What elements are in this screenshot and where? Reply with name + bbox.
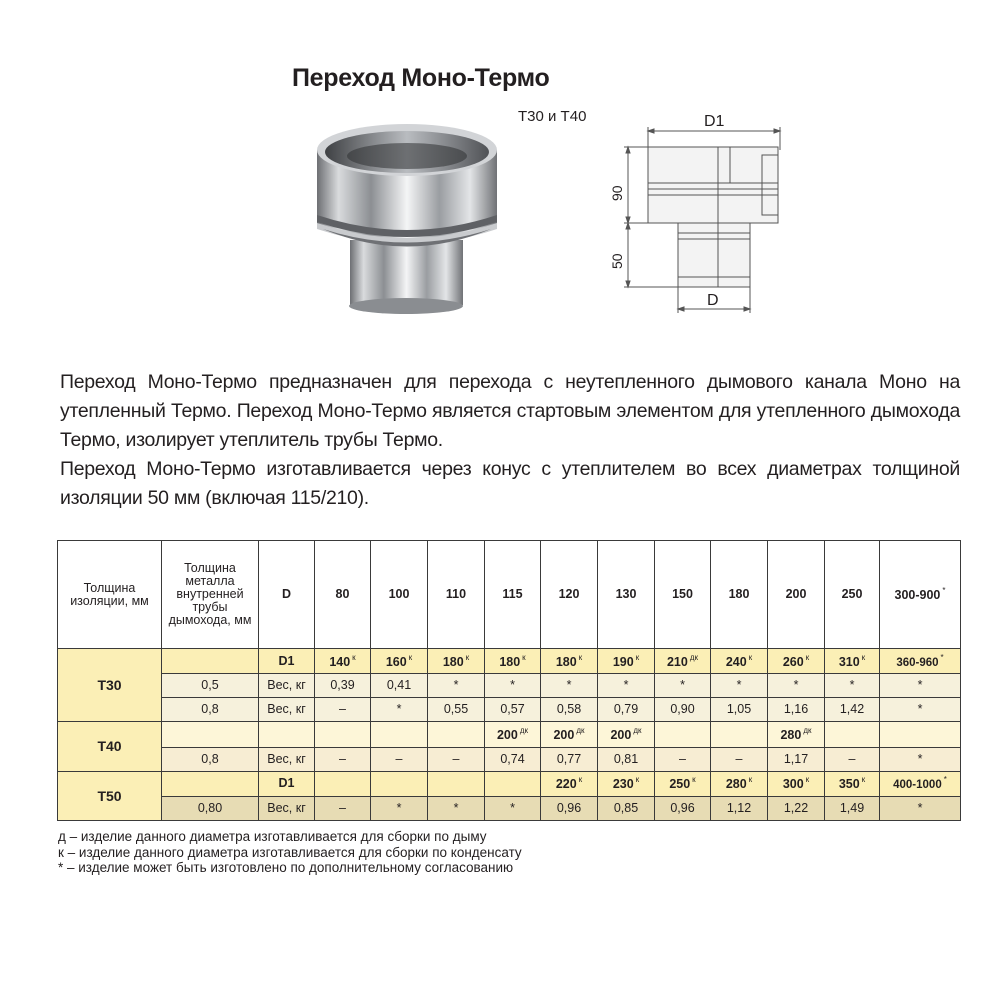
group-label-text: Т50 xyxy=(97,787,122,804)
table-cell xyxy=(485,721,541,747)
cell-mark: к xyxy=(635,652,640,662)
table-cell xyxy=(880,747,961,771)
cell-value: 160 xyxy=(385,654,407,669)
table-cell xyxy=(371,747,428,771)
table-cell xyxy=(825,747,880,771)
cell-mark: к xyxy=(748,775,753,785)
param xyxy=(259,721,315,747)
footnote: к – изделие данного диаметра изготавливается для сборки по конденсату xyxy=(58,844,522,860)
table-cell xyxy=(541,649,598,674)
table-cell xyxy=(711,674,768,697)
cell-value: * xyxy=(917,751,923,766)
diameter-label: 100 xyxy=(388,587,410,602)
cell-value: 200 xyxy=(496,727,518,742)
table-cell xyxy=(711,697,768,721)
cell-value: 240 xyxy=(725,654,747,669)
cell-mark: к xyxy=(861,652,866,662)
cell-mark: к xyxy=(465,652,470,662)
table-cell xyxy=(541,796,598,820)
cell-value: 0,81 xyxy=(613,751,639,766)
header-diameter xyxy=(598,541,655,649)
param xyxy=(259,747,315,771)
cell-value: – xyxy=(452,751,460,766)
table-cell xyxy=(880,649,961,674)
cell-value: 350 xyxy=(838,777,860,792)
table-cell xyxy=(428,771,485,796)
cell-mark: дк xyxy=(519,725,529,735)
param xyxy=(259,796,315,820)
series-label: Т30 и Т40 xyxy=(518,108,587,125)
header-metal-label: Толщина металла внутренней трубы дымохода, мм xyxy=(168,560,252,628)
cell-mark: к xyxy=(748,652,753,662)
table-cell xyxy=(880,674,961,697)
table-cell xyxy=(598,771,655,796)
cell-mark: к xyxy=(805,775,810,785)
cell-value: 210 xyxy=(666,654,688,669)
table-cell xyxy=(768,721,825,747)
cell-value: 0,79 xyxy=(613,701,639,716)
header-diameter xyxy=(768,541,825,649)
cell-value: 0,58 xyxy=(556,701,582,716)
param xyxy=(259,674,315,697)
cell-mark: к xyxy=(805,652,810,662)
cell-value: * xyxy=(793,677,799,692)
table-cell xyxy=(711,796,768,820)
cell-mark: к xyxy=(692,775,696,785)
cell-value: * xyxy=(917,800,923,815)
cell-value: 300 xyxy=(782,777,804,792)
diameter-label: 200 xyxy=(785,587,807,602)
header-diameter xyxy=(371,541,428,649)
param-label: Вес, кг xyxy=(267,701,306,716)
table-cell xyxy=(371,721,428,747)
header-diameter xyxy=(428,541,485,649)
cell-value: 0,77 xyxy=(556,751,582,766)
param-label: Вес, кг xyxy=(267,677,306,692)
footnote: д – изделие данного диаметра изготавливается для сборки по дыму xyxy=(58,829,487,844)
table-cell xyxy=(315,697,371,721)
table-cell xyxy=(711,771,768,796)
metal-thickness xyxy=(162,674,259,697)
metal-value: 0,5 xyxy=(201,677,219,692)
header-diameter xyxy=(541,541,598,649)
cell-value: 0,74 xyxy=(500,751,525,766)
cell-mark: * xyxy=(940,652,944,662)
diameter-label: 120 xyxy=(558,587,580,602)
description-paragraph: Переход Моно-Термо предназначен для перехода с неутепленного дымового канала Моно на утепленный Термо. Переход Моно-Термо является стартовым элементом для утепленного дымохода Термо, изолирует утеплитель трубы Термо. xyxy=(60,371,960,451)
technical-drawing xyxy=(590,105,810,320)
cell-value: 0,96 xyxy=(556,800,582,815)
cell-mark: дк xyxy=(633,725,642,735)
table-cell xyxy=(598,796,655,820)
cell-value: – xyxy=(339,800,346,815)
group-label xyxy=(58,721,162,771)
table-cell xyxy=(598,747,655,771)
metal-thickness xyxy=(162,697,259,721)
header-insulation xyxy=(58,541,162,649)
table-cell xyxy=(541,771,598,796)
header-insulation-label: Толщина изоляции, мм xyxy=(70,580,149,608)
d-label: D xyxy=(707,292,719,309)
table-cell xyxy=(768,674,825,697)
diameter-label: 110 xyxy=(445,587,467,602)
table-cell xyxy=(485,674,541,697)
table-cell xyxy=(371,674,428,697)
cell-value: 0,57 xyxy=(500,701,525,716)
cell-value: 400-1000 xyxy=(893,779,942,792)
diameter-label: 250 xyxy=(841,587,863,602)
cell-value: * xyxy=(736,677,742,692)
group-label xyxy=(58,771,162,820)
table-cell xyxy=(541,697,598,721)
dim-90: 90 xyxy=(609,185,625,201)
cell-mark: к xyxy=(861,775,866,785)
table-cell xyxy=(371,697,428,721)
table-cell xyxy=(315,747,371,771)
table-cell xyxy=(428,747,485,771)
cell-value: – xyxy=(735,751,743,766)
metal-thickness xyxy=(162,771,259,796)
table-cell xyxy=(825,796,880,820)
cell-mark: к xyxy=(522,652,526,662)
table-cell xyxy=(768,649,825,674)
table-cell xyxy=(541,747,598,771)
cell-value: 220 xyxy=(555,777,577,792)
cell-value: 1,05 xyxy=(726,701,752,716)
cell-value: 1,42 xyxy=(839,701,865,716)
table-cell xyxy=(315,796,371,820)
table-cell xyxy=(825,721,880,747)
page-title: Переход Моно-Термо xyxy=(292,64,550,92)
table-cell xyxy=(711,747,768,771)
table-cell xyxy=(768,697,825,721)
cell-value: * xyxy=(510,677,515,692)
table-cell xyxy=(825,674,880,697)
header-diameter xyxy=(711,541,768,649)
diameter-label: 115 xyxy=(502,587,523,602)
param-label: Вес, кг xyxy=(267,751,306,766)
cell-value: 1,12 xyxy=(726,800,752,815)
table-cell xyxy=(371,771,428,796)
cell-value: * xyxy=(623,677,629,692)
table-cell xyxy=(711,649,768,674)
group-label xyxy=(58,649,162,721)
cell-value: – xyxy=(848,751,856,766)
cell-mark: к xyxy=(578,652,583,662)
table-cell xyxy=(598,697,655,721)
cell-value: * xyxy=(917,677,923,692)
footnote: * – изделие может быть изготовлено по дополнительному согласованию xyxy=(58,860,514,875)
header-metal xyxy=(162,541,259,649)
metal-thickness xyxy=(162,721,259,747)
cell-mark: к xyxy=(408,652,413,662)
metal-thickness xyxy=(162,747,259,771)
header-d xyxy=(259,541,315,649)
param-label: Вес, кг xyxy=(267,800,306,815)
cell-value: 0,90 xyxy=(670,701,695,716)
cell-value: – xyxy=(339,751,346,766)
table-cell xyxy=(655,721,711,747)
table-cell xyxy=(485,796,541,820)
cell-value: 360-960 xyxy=(896,656,939,669)
table-cell xyxy=(541,721,598,747)
dim-50: 50 xyxy=(609,253,625,269)
cell-value: 0,96 xyxy=(670,800,695,815)
cell-value: 1,49 xyxy=(839,800,865,815)
sup-mark: * xyxy=(942,586,946,596)
table-cell xyxy=(655,796,711,820)
table-cell xyxy=(428,796,485,820)
cell-mark: дк xyxy=(689,652,699,662)
table-cell xyxy=(428,721,485,747)
cell-value: 1,22 xyxy=(783,800,809,815)
table-cell xyxy=(371,796,428,820)
cell-mark: к xyxy=(578,775,583,785)
group-label-text: Т40 xyxy=(97,737,122,754)
table-cell xyxy=(768,771,825,796)
table-cell xyxy=(541,674,598,697)
cell-value: 180 xyxy=(555,654,577,669)
cell-value: 140 xyxy=(329,654,351,669)
cell-value: * xyxy=(396,800,402,815)
table-cell xyxy=(825,771,880,796)
param xyxy=(259,771,315,796)
cell-value: 0,41 xyxy=(386,677,412,692)
table-cell xyxy=(598,649,655,674)
table-cell xyxy=(825,649,880,674)
header-diameter xyxy=(655,541,711,649)
cell-value: – xyxy=(339,701,346,716)
table-cell xyxy=(428,649,485,674)
cell-value: 260 xyxy=(782,654,804,669)
cell-value: * xyxy=(396,701,402,716)
cell-value: 250 xyxy=(669,777,691,792)
table-cell xyxy=(315,649,371,674)
cell-value: 200 xyxy=(553,727,575,742)
metal-thickness xyxy=(162,649,259,674)
description-paragraph: Переход Моно-Термо изготавливается через конус с утеплителем во всех диаметрах толщиной изоляции 50 мм (включая 115/210). xyxy=(60,458,960,509)
diameter-label: 130 xyxy=(615,587,637,602)
table-cell xyxy=(711,721,768,747)
table-cell xyxy=(655,649,711,674)
header-diameter xyxy=(880,541,961,649)
table-cell xyxy=(655,697,711,721)
header-diameter xyxy=(825,541,880,649)
description xyxy=(60,368,960,513)
cell-value: 0,55 xyxy=(443,701,469,716)
table-cell xyxy=(880,771,961,796)
cell-value: * xyxy=(510,800,515,815)
cell-value: 1,16 xyxy=(783,701,809,716)
metal-value: 0,8 xyxy=(201,751,219,766)
table-cell xyxy=(428,697,485,721)
param xyxy=(259,697,315,721)
header-d-label: D xyxy=(281,587,292,602)
table-cell xyxy=(825,697,880,721)
table-cell xyxy=(655,674,711,697)
table-cell xyxy=(315,674,371,697)
diameter-label: 80 xyxy=(335,587,350,602)
table-cell xyxy=(428,674,485,697)
cell-value: * xyxy=(453,800,459,815)
spec-table xyxy=(57,540,961,821)
table-cell xyxy=(655,747,711,771)
table-cell xyxy=(598,721,655,747)
cell-mark: * xyxy=(943,775,947,785)
table-cell xyxy=(880,796,961,820)
param-label: D1 xyxy=(278,653,295,668)
diameter-label: 150 xyxy=(672,587,693,602)
table-cell xyxy=(880,697,961,721)
param-label: D1 xyxy=(278,776,295,791)
cell-value: 0,39 xyxy=(330,677,355,692)
table-cell xyxy=(880,721,961,747)
cell-value: 230 xyxy=(612,777,634,792)
cell-value: * xyxy=(453,677,459,692)
metal-value: 0,8 xyxy=(201,701,219,716)
cell-value: * xyxy=(917,701,923,716)
cell-value: – xyxy=(395,751,403,766)
cell-value: * xyxy=(849,677,855,692)
cell-value: – xyxy=(679,751,686,766)
diameter-label: 300-900 xyxy=(894,588,941,603)
table-cell xyxy=(485,771,541,796)
table-cell xyxy=(371,649,428,674)
table-cell xyxy=(485,697,541,721)
table-cell xyxy=(598,674,655,697)
table-cell xyxy=(485,649,541,674)
cell-value: 1,17 xyxy=(783,751,809,766)
table-cell xyxy=(485,747,541,771)
table-cell xyxy=(315,771,371,796)
cell-mark: к xyxy=(352,652,356,662)
cell-value: * xyxy=(680,677,685,692)
metal-thickness xyxy=(162,796,259,820)
metal-value: 0,80 xyxy=(197,800,223,815)
cell-value: 0,85 xyxy=(613,800,639,815)
cell-value: 180 xyxy=(499,654,521,669)
cell-value: 310 xyxy=(838,654,860,669)
cell-mark: дк xyxy=(576,725,585,735)
cell-value: 200 xyxy=(610,727,632,742)
d1-label: D1 xyxy=(704,113,725,130)
cell-mark: к xyxy=(635,775,640,785)
group-label-text: Т30 xyxy=(97,676,122,693)
cell-value: 280 xyxy=(780,727,802,742)
header-diameter xyxy=(315,541,371,649)
table-cell xyxy=(768,796,825,820)
product-photo xyxy=(305,120,510,325)
table-cell xyxy=(655,771,711,796)
cell-value: 190 xyxy=(612,654,634,669)
footnotes xyxy=(58,829,522,876)
cell-mark: дк xyxy=(803,725,812,735)
table-cell xyxy=(315,721,371,747)
header-diameter xyxy=(485,541,541,649)
cell-value: * xyxy=(566,677,572,692)
diameter-label: 180 xyxy=(728,587,750,602)
cell-value: 180 xyxy=(442,654,464,669)
table-cell xyxy=(768,747,825,771)
param xyxy=(259,649,315,674)
cell-value: 280 xyxy=(725,777,747,792)
